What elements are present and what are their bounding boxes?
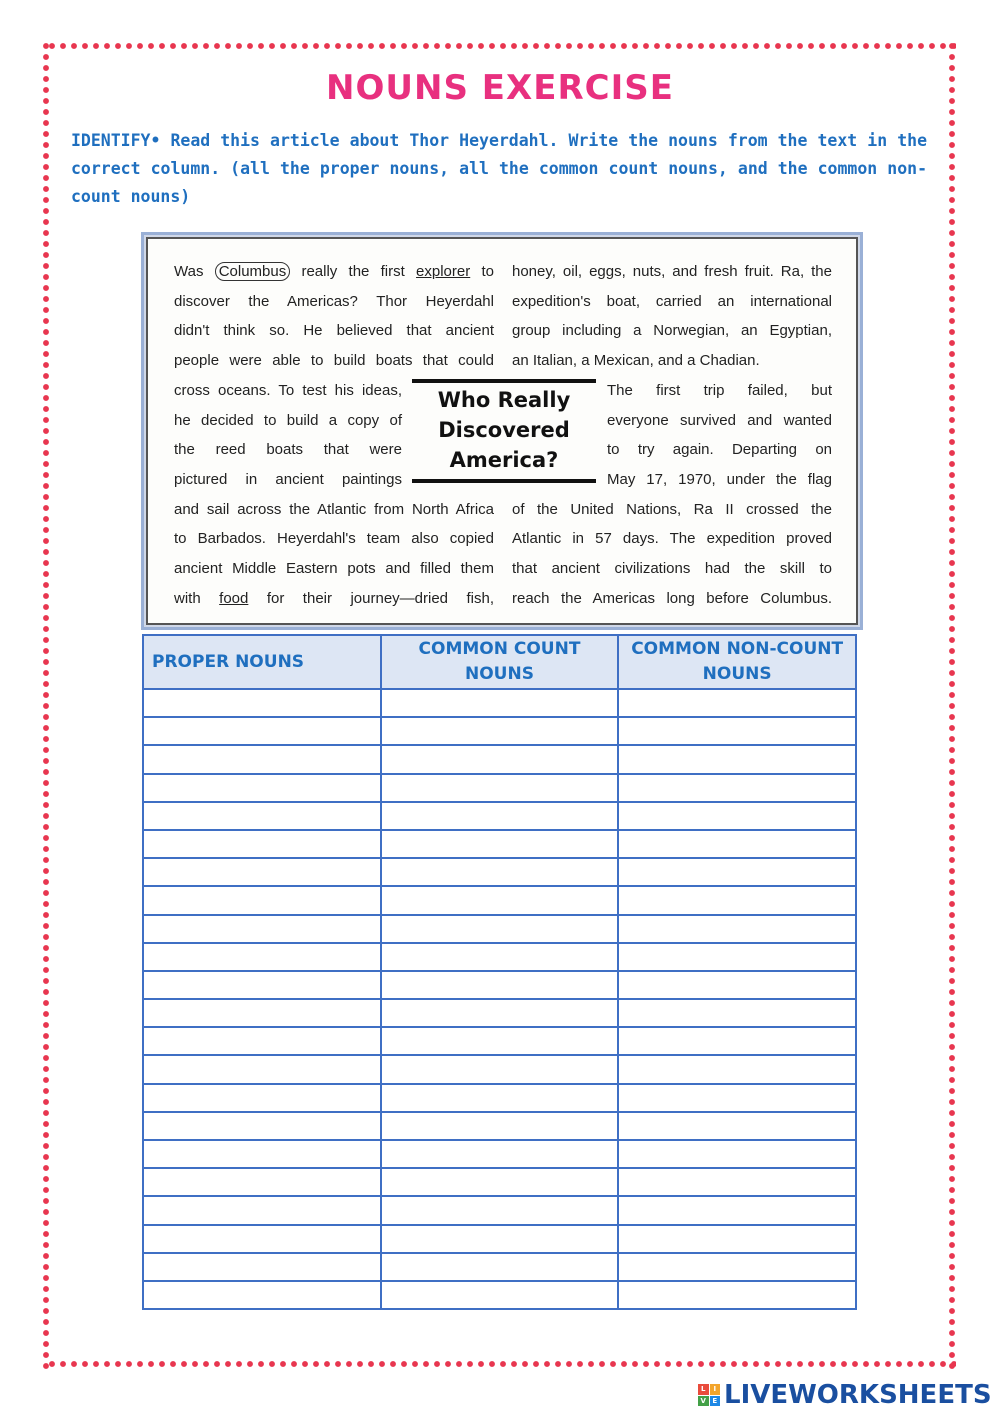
table-row — [143, 1168, 856, 1196]
table-row — [143, 717, 856, 745]
common-non-count-noun-cell[interactable] — [618, 1084, 856, 1112]
proper-noun-cell[interactable] — [143, 971, 381, 999]
common-count-noun-cell[interactable] — [381, 971, 619, 999]
article-line: group including a Norwegian, an Egyptian, — [512, 322, 832, 340]
proper-noun-cell[interactable] — [143, 1253, 381, 1281]
common-non-count-noun-cell[interactable] — [618, 915, 856, 943]
proper-noun-cell[interactable] — [143, 717, 381, 745]
common-count-noun-cell[interactable] — [381, 1140, 619, 1168]
proper-noun-cell[interactable] — [143, 1140, 381, 1168]
common-non-count-noun-cell[interactable] — [618, 1140, 856, 1168]
common-count-noun-cell[interactable] — [381, 830, 619, 858]
table-row — [143, 689, 856, 717]
decorative-border-top — [46, 40, 956, 52]
common-non-count-noun-cell[interactable] — [618, 774, 856, 802]
common-count-noun-cell[interactable] — [381, 1084, 619, 1112]
table-row — [143, 830, 856, 858]
proper-noun-cell[interactable] — [143, 830, 381, 858]
common-count-noun-cell[interactable] — [381, 999, 619, 1027]
common-count-noun-cell[interactable] — [381, 943, 619, 971]
nouns-table — [142, 634, 857, 1310]
common-non-count-noun-cell[interactable] — [618, 971, 856, 999]
common-count-noun-cell[interactable] — [381, 774, 619, 802]
common-non-count-noun-cell[interactable] — [618, 830, 856, 858]
common-non-count-noun-cell[interactable] — [618, 1196, 856, 1224]
headline-line: Discovered — [438, 418, 570, 442]
proper-noun-cell[interactable] — [143, 1281, 381, 1309]
logo-text: LIVEWORKSHEETS — [724, 1380, 992, 1410]
logo-mark-icon: L I V E — [698, 1384, 720, 1406]
proper-noun-cell[interactable] — [143, 774, 381, 802]
common-count-noun-cell[interactable] — [381, 1168, 619, 1196]
common-count-noun-cell[interactable] — [381, 1027, 619, 1055]
common-count-noun-cell[interactable] — [381, 1196, 619, 1224]
proper-noun-cell[interactable] — [143, 1225, 381, 1253]
article-line: May 17, 1970, under the flag — [607, 470, 832, 488]
proper-noun-cell[interactable] — [143, 858, 381, 886]
common-non-count-noun-cell[interactable] — [618, 689, 856, 717]
common-non-count-noun-cell[interactable] — [618, 1253, 856, 1281]
article-line: discover the Americas? Thor Heyerdahl — [174, 292, 494, 310]
article-line: to Barbados. Heyerdahl's team also copied — [174, 530, 494, 548]
decorative-border-bottom — [46, 1358, 956, 1370]
common-non-count-noun-cell[interactable] — [618, 745, 856, 773]
common-non-count-noun-cell[interactable] — [618, 886, 856, 914]
article-frame — [146, 237, 858, 625]
table-body — [143, 689, 856, 1309]
header-common-count-nouns: COMMON COUNT NOUNS — [381, 635, 619, 689]
proper-noun-cell[interactable] — [143, 1055, 381, 1083]
article-line: of the United Nations, Ra II crossed the — [512, 500, 832, 518]
common-non-count-noun-cell[interactable] — [618, 1055, 856, 1083]
common-count-noun-cell[interactable] — [381, 1253, 619, 1281]
table-row — [143, 1253, 856, 1281]
table-header-row — [143, 635, 856, 689]
decorative-border-left — [40, 40, 52, 1370]
article-line: everyone survived and wanted — [607, 411, 832, 429]
article-line: cross oceans. To test his ideas, — [174, 381, 402, 399]
proper-noun-cell[interactable] — [143, 915, 381, 943]
article-line: an Italian, a Mexican, and a Chadian. — [512, 352, 760, 370]
article-right-column — [512, 257, 832, 613]
common-count-noun-cell[interactable] — [381, 915, 619, 943]
proper-noun-cell[interactable] — [143, 802, 381, 830]
proper-noun-cell[interactable] — [143, 1112, 381, 1140]
proper-noun-cell[interactable] — [143, 943, 381, 971]
article-line: The first trip failed, but — [607, 381, 832, 399]
article-line: pictured in ancient paintings — [174, 470, 402, 488]
common-count-noun-cell[interactable] — [381, 717, 619, 745]
circled-word-example: Columbus — [215, 262, 291, 281]
common-non-count-noun-cell[interactable] — [618, 717, 856, 745]
headline-line: America? — [449, 448, 559, 472]
table-row — [143, 971, 856, 999]
article-line: that ancient civilizations had the skill to — [512, 560, 832, 578]
table-row — [143, 745, 856, 773]
table-row — [143, 774, 856, 802]
article-line: with food for their journey—dried fish, — [174, 589, 494, 607]
common-count-noun-cell[interactable] — [381, 886, 619, 914]
table-row — [143, 915, 856, 943]
article-line: honey, oil, eggs, nuts, and fresh fruit. Ra, the — [512, 263, 832, 280]
article-line: reach the Americas long before Columbus. — [512, 589, 832, 607]
table-row — [143, 802, 856, 830]
proper-noun-cell[interactable] — [143, 886, 381, 914]
liveworksheets-logo — [698, 1380, 992, 1410]
proper-noun-cell[interactable] — [143, 1084, 381, 1112]
article-line: to try again. Departing on — [607, 441, 832, 459]
common-non-count-noun-cell[interactable] — [618, 802, 856, 830]
common-count-noun-cell[interactable] — [381, 689, 619, 717]
article-line: Was Columbus really the first explorer to — [174, 263, 494, 280]
proper-noun-cell[interactable] — [143, 1168, 381, 1196]
instructions-text: IDENTIFY• Read this article about Thor Heyerdahl. Write the nouns from the text in the correct column. (all the proper nouns, all the common count nouns, and the common non-count nouns) — [71, 131, 927, 206]
table-row — [143, 1055, 856, 1083]
table-row — [143, 1281, 856, 1309]
common-non-count-noun-cell[interactable] — [618, 999, 856, 1027]
article-line: expedition's boat, carried an international — [512, 292, 832, 310]
article-line: the reed boats that were — [174, 441, 402, 459]
table-row — [143, 1084, 856, 1112]
common-count-noun-cell[interactable] — [381, 745, 619, 773]
proper-noun-cell[interactable] — [143, 689, 381, 717]
table-row — [143, 1027, 856, 1055]
common-non-count-noun-cell[interactable] — [618, 1225, 856, 1253]
proper-noun-cell[interactable] — [143, 1027, 381, 1055]
common-count-noun-cell[interactable] — [381, 1112, 619, 1140]
article-line: people were able to build boats that could — [174, 352, 494, 370]
common-non-count-noun-cell[interactable] — [618, 1112, 856, 1140]
article-line: ancient Middle Eastern pots and filled them — [174, 560, 494, 578]
page-title: NOUNS EXERCISE — [326, 68, 674, 108]
decorative-border-right — [946, 40, 958, 1370]
article-image — [141, 232, 863, 630]
table-row — [143, 999, 856, 1027]
proper-noun-cell[interactable] — [143, 1196, 381, 1224]
underlined-word-example: explorer — [416, 263, 471, 280]
headline-line: Who Really — [437, 388, 571, 412]
table-row — [143, 1112, 856, 1140]
common-non-count-noun-cell[interactable] — [618, 858, 856, 886]
proper-noun-cell[interactable] — [143, 745, 381, 773]
header-common-non-count-nouns: COMMON NON-COUNT NOUNS — [618, 635, 856, 689]
article-line: didn't think so. He believed that ancient — [174, 322, 494, 340]
common-count-noun-cell[interactable] — [381, 1055, 619, 1083]
common-non-count-noun-cell[interactable] — [618, 943, 856, 971]
common-count-noun-cell[interactable] — [381, 858, 619, 886]
table-row — [143, 1196, 856, 1224]
article-line: Atlantic in 57 days. The expedition proved — [512, 530, 832, 548]
common-non-count-noun-cell[interactable] — [618, 1168, 856, 1196]
table-row — [143, 1140, 856, 1168]
table-row — [143, 886, 856, 914]
common-count-noun-cell[interactable] — [381, 802, 619, 830]
underlined-word-example: food — [219, 589, 249, 607]
proper-noun-cell[interactable] — [143, 999, 381, 1027]
header-proper-nouns: PROPER NOUNS — [143, 635, 381, 689]
common-non-count-noun-cell[interactable] — [618, 1281, 856, 1309]
table-row — [143, 858, 856, 886]
article-line: he decided to build a copy of — [174, 411, 402, 429]
common-count-noun-cell[interactable] — [381, 1225, 619, 1253]
common-count-noun-cell[interactable] — [381, 1281, 619, 1309]
table-row — [143, 1225, 856, 1253]
common-non-count-noun-cell[interactable] — [618, 1027, 856, 1055]
article-line: and sail across the Atlantic from North Africa — [174, 500, 494, 518]
table-row — [143, 943, 856, 971]
